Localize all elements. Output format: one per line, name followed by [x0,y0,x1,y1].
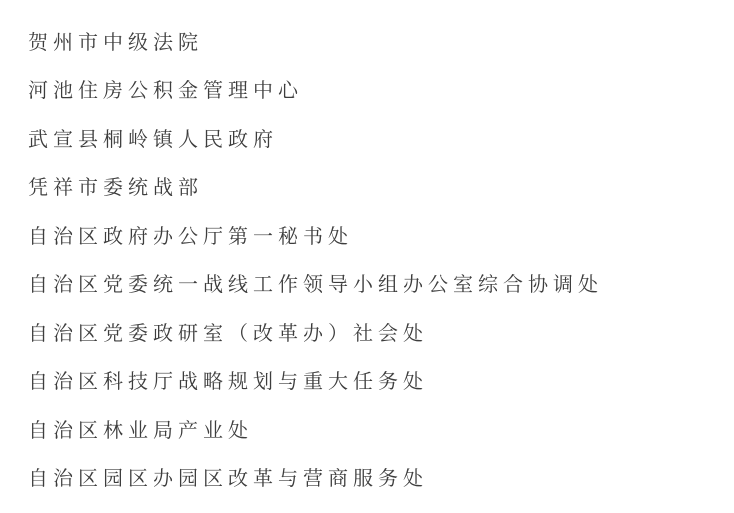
org-list-item: 贺州市中级法院 [28,31,203,54]
org-list-item: 自治区林业局产业处 [28,419,253,442]
org-list-item: 自治区党委统一战线工作领导小组办公室综合协调处 [28,274,603,297]
org-list-item: 自治区园区办园区改革与营商服务处 [28,468,428,491]
org-list-item: 自治区科技厅战略规划与重大任务处 [28,371,428,394]
org-list-item: 自治区党委政研室（改革办）社会处 [28,322,428,345]
org-list-item: 凭祥市委统战部 [28,177,203,200]
org-list-item: 武宣县桐岭镇人民政府 [28,128,278,151]
org-list-item: 河池住房公积金管理中心 [28,80,303,103]
org-list-item: 自治区政府办公厅第一秘书处 [28,225,353,248]
